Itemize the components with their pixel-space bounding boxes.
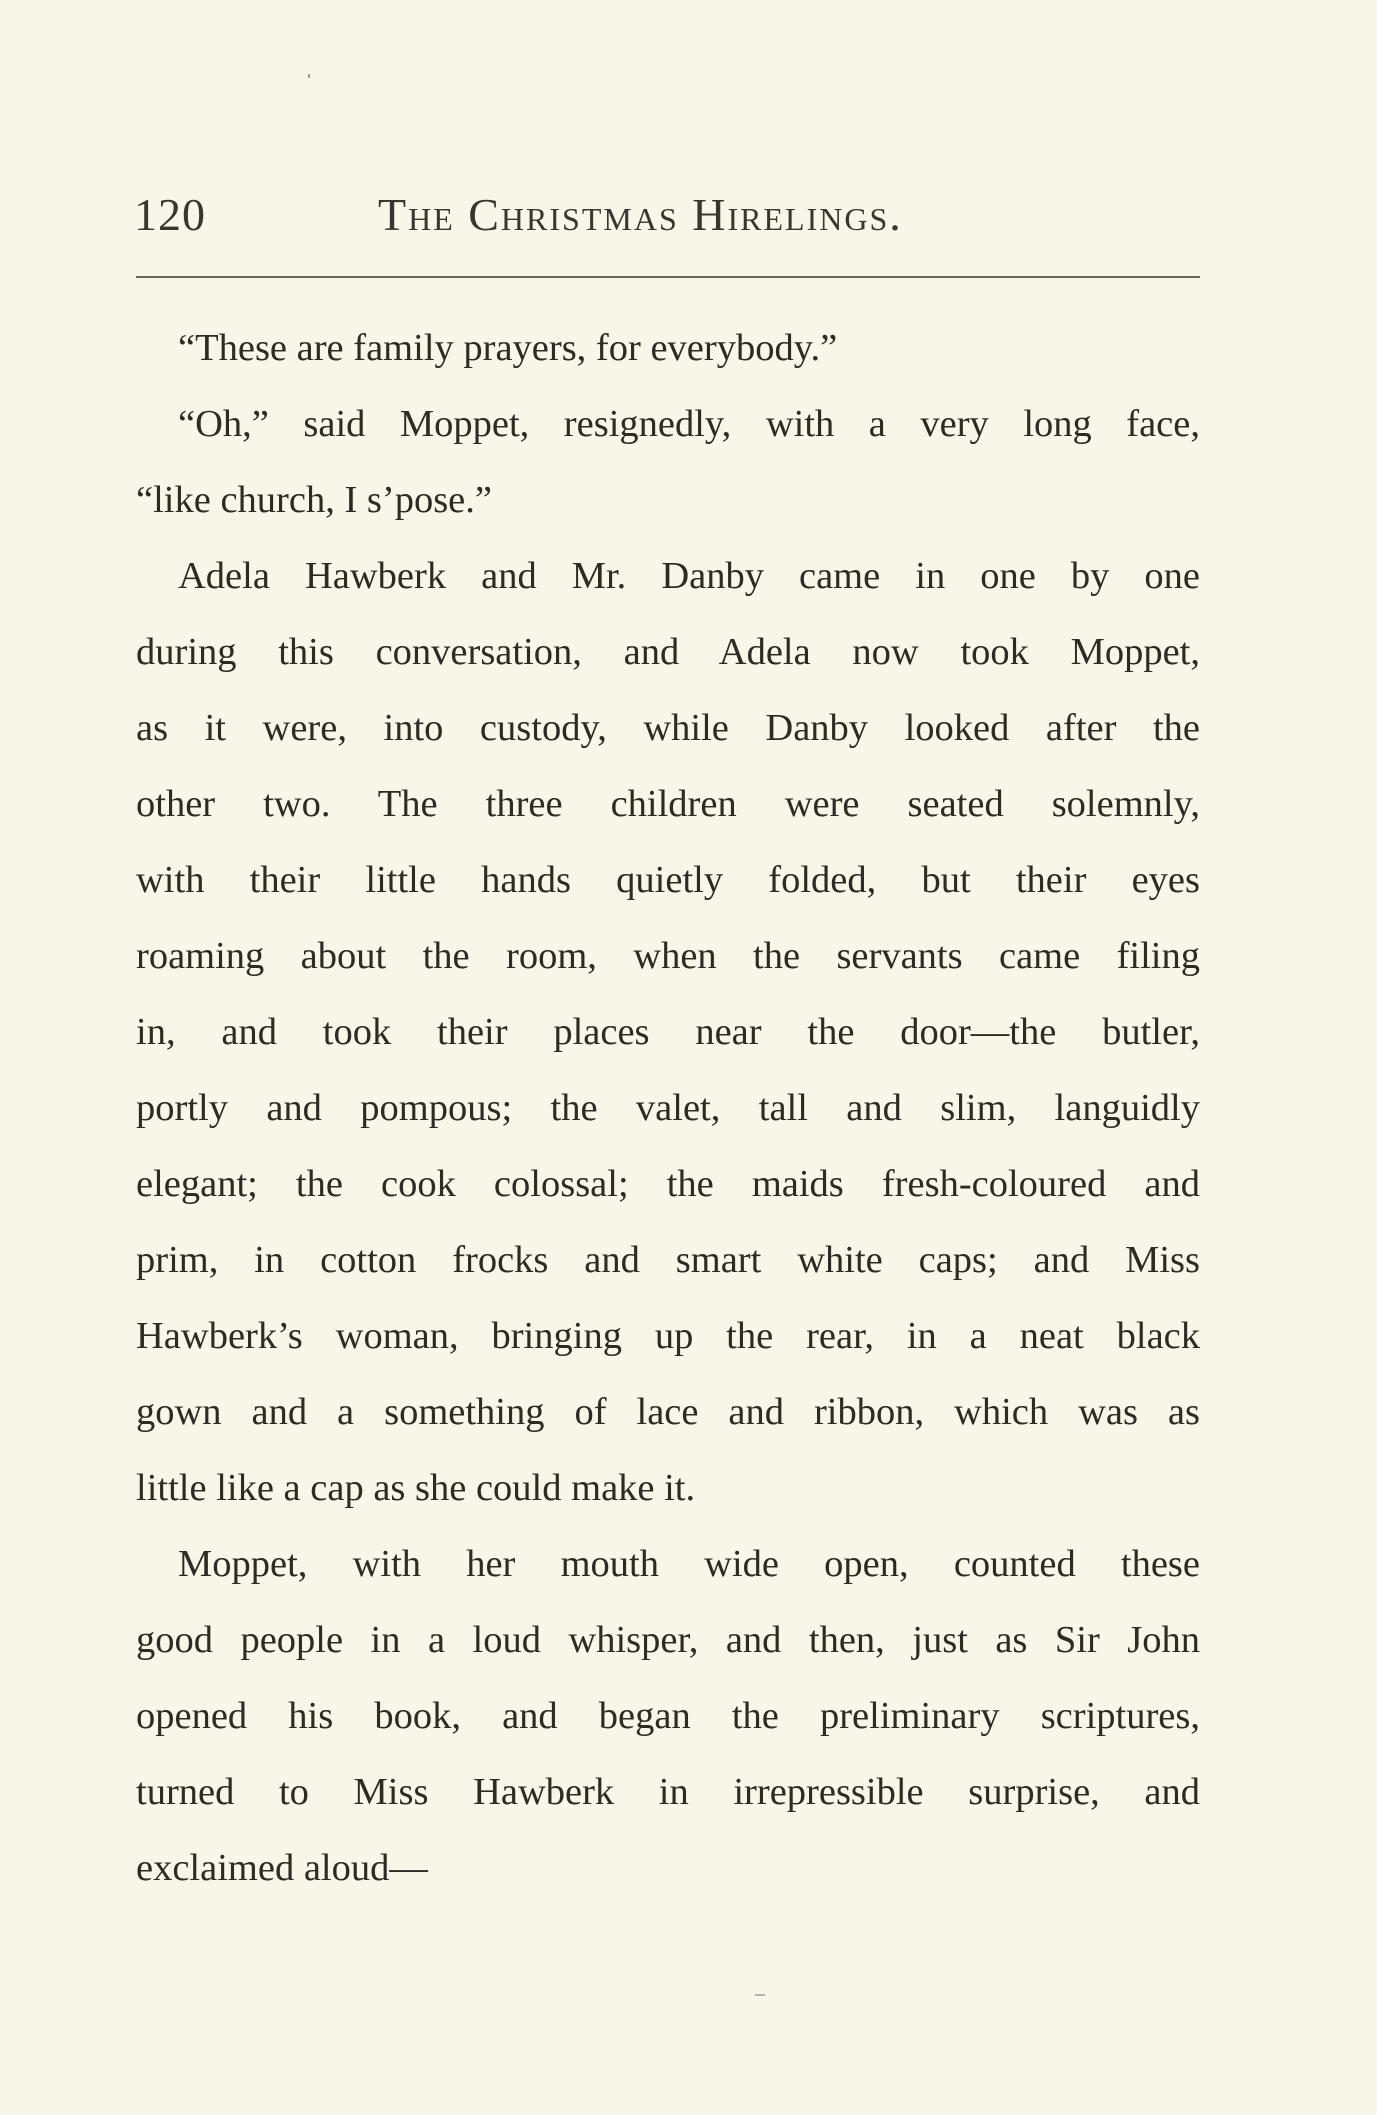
text-line: Moppet, with her mouth wide open, counted these — [178, 1543, 1200, 1585]
running-head — [134, 188, 1198, 258]
header-rule — [136, 276, 1200, 278]
text-line: good people in a loud whisper, and then, just as Sir John — [136, 1619, 1200, 1661]
text-line: “These are family prayers, for everybody.” — [178, 327, 838, 369]
print-speck — [308, 74, 310, 78]
page-number: 120 — [134, 189, 206, 240]
text-line: in, and took their places near the door—the butler, — [136, 1011, 1200, 1053]
text-line: Hawberk’s woman, bringing up the rear, in a neat black — [136, 1315, 1200, 1357]
text-line: as it were, into custody, while Danby looked after the — [136, 707, 1200, 749]
text-line: elegant; the cook colossal; the maids fresh-coloured and — [136, 1163, 1200, 1205]
text-line: during this conversation, and Adela now took Moppet, — [136, 631, 1200, 673]
text-line: opened his book, and began the preliminary scriptures, — [136, 1695, 1200, 1737]
text-line: Adela Hawberk and Mr. Danby came in one by one — [178, 555, 1200, 597]
text-line: “like church, I s’pose.” — [136, 479, 492, 521]
print-mark — [755, 1994, 765, 1996]
text-line: with their little hands quietly folded, but their eyes — [136, 859, 1200, 901]
text-line: roaming about the room, when the servants came filing — [136, 935, 1200, 977]
text-line: gown and a something of lace and ribbon, which was as — [136, 1391, 1200, 1433]
running-title: The Christmas Hirelings. — [378, 189, 903, 240]
text-line: “Oh,” said Moppet, resignedly, with a very long face, — [178, 403, 1200, 445]
text-line: turned to Miss Hawberk in irrepressible surprise, and — [136, 1771, 1200, 1813]
text-line: portly and pompous; the valet, tall and slim, languidly — [136, 1087, 1200, 1129]
text-line: little like a cap as she could make it. — [136, 1467, 696, 1509]
text-line: exclaimed aloud— — [136, 1847, 428, 1889]
text-line: prim, in cotton frocks and smart white caps; and Miss — [136, 1239, 1200, 1281]
text-line: other two. The three children were seated solemnly, — [136, 783, 1200, 825]
body-text — [136, 310, 1200, 1906]
